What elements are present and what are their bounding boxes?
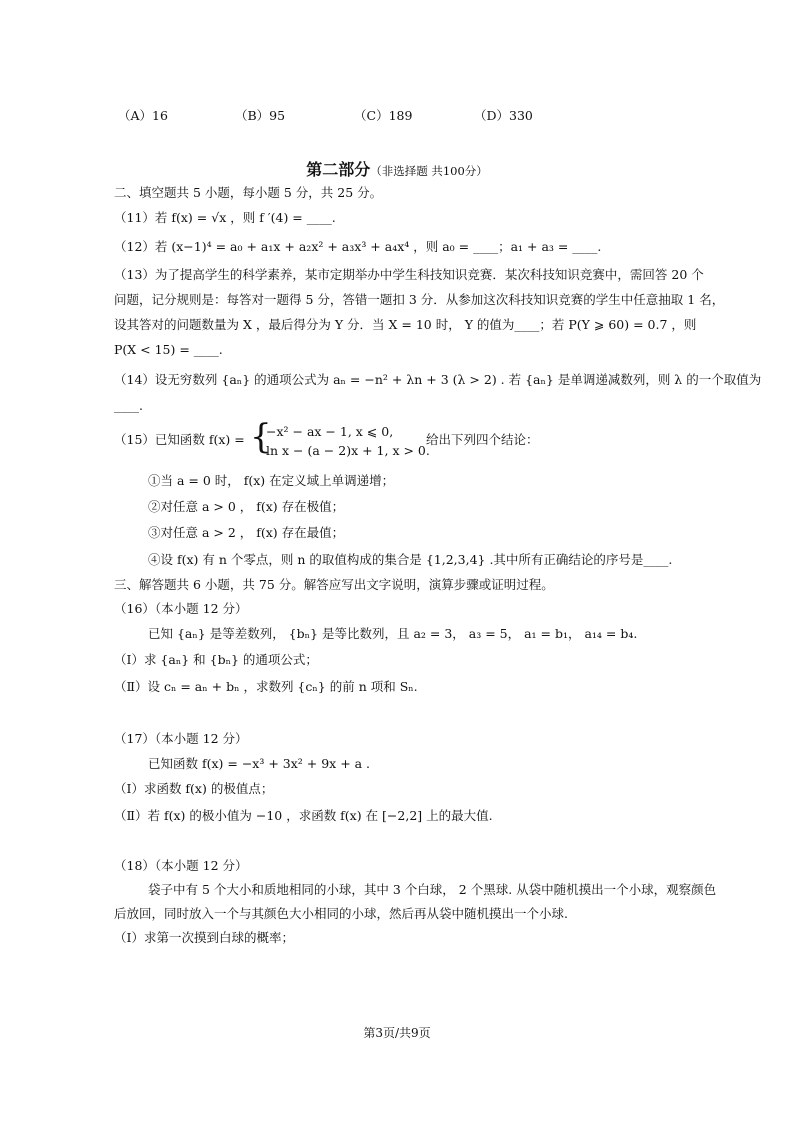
part-two-subtitle: （非选择题 共100分）: [370, 164, 488, 178]
question-15-conclusion-3: ③对任意 a > 2 ， f(x) 存在最值；: [148, 525, 345, 540]
option-b: （B）95: [235, 108, 286, 123]
question-14-line-1: （14）设无穷数列 {aₙ} 的通项公式为 aₙ = −n² + λn + 3 (λ > 2) . 若 {aₙ} 是单调递减数列，则 λ 的一个取值为: [114, 372, 762, 387]
piecewise-brace: {: [250, 417, 272, 457]
question-15-conclusion-2: ②对任意 a > 0 ， f(x) 存在极值；: [148, 499, 345, 514]
question-15-case-1: −x² − ax − 1, x ⩽ 0,: [266, 424, 394, 439]
question-15-conclusion-1: ①当 a = 0 时， f(x) 在定义域上单调递增；: [148, 473, 395, 488]
solve-section-header: 三、解答题共 6 小题，共 75 分。解答应写出文字说明，演算步骤或证明过程。: [114, 577, 554, 592]
question-13-line-2: 问题，记分规则是：每答对一题得 5 分，答错一题扣 3 分．从参加这次科技知识竞赛的学生中任意抽取 1 名，: [114, 292, 725, 307]
question-17-part-1: （Ⅰ）求函数 f(x) 的极值点；: [114, 781, 274, 796]
option-c: （C）189: [354, 108, 413, 123]
question-15-prefix: （15）已知函数 f(x) =: [114, 432, 245, 447]
question-11: （11）若 f(x) = √x ，则 f ′(4) = ____.: [114, 210, 336, 225]
question-18-body-line-2: 后放回，同时放入一个与其颜色大小相同的小球，然后再从袋中随机摸出一个小球.: [114, 906, 568, 921]
page-number: 第3页/共9页: [363, 1026, 431, 1040]
part-two-heading: [0, 157, 794, 180]
question-16-part-2: （Ⅱ）设 cₙ = aₙ + bₙ ，求数列 {cₙ} 的前 n 项和 Sₙ.: [114, 679, 418, 694]
question-16-title: （16）（本小题 12 分）: [114, 601, 248, 616]
question-12: （12）若 (x−1)⁴ = a₀ + a₁x + a₂x² + a₃x³ + a₄x⁴ ，则 a₀ = ____；a₁ + a₃ = ____.: [114, 239, 602, 254]
question-16-body: 已知 {aₙ} 是等差数列， {bₙ} 是等比数列，且 a₂ = 3， a₃ = 5， a₁ = b₁， a₁₄ = b₄.: [148, 626, 638, 641]
question-13-line-3: 设其答对的问题数量为 X ，最后得分为 Y 分．当 X = 10 时， Y 的值为____；若 P(Y ⩾ 60) = 0.7 ，则: [114, 317, 697, 332]
option-a: （A）16: [118, 108, 168, 123]
fill-section-header: 二、填空题共 5 小题，每小题 5 分，共 25 分。: [114, 185, 383, 200]
question-17-title: （17）（本小题 12 分）: [114, 731, 248, 746]
question-17-part-2: （Ⅱ）若 f(x) 的极小值为 −10 ，求函数 f(x) 在 [−2,2] 上的最大值.: [114, 808, 493, 823]
question-13-line-1: （13）为了提高学生的科学素养，某市定期举办中学生科技知识竞赛．某次科技知识竞赛中，需回答 20 个: [114, 267, 704, 282]
question-13-line-4: P(X < 15) = ____.: [114, 342, 223, 357]
question-18-body-line-1: 袋子中有 5 个大小和质地相同的小球，其中 3 个白球， 2 个黑球. 从袋中随机摸出一个小球，观察颜色: [148, 882, 717, 897]
question-14-line-2: ____.: [114, 398, 143, 413]
question-18-title: （18）（本小题 12 分）: [114, 858, 248, 873]
question-17-body: 已知函数 f(x) = −x³ + 3x² + 9x + a .: [148, 756, 371, 771]
question-16-part-1: （Ⅰ）求 {aₙ} 和 {bₙ} 的通项公式；: [114, 652, 318, 667]
question-18-part-1: （Ⅰ）求第一次摸到白球的概率；: [114, 930, 294, 945]
question-15-case-2: ln x − (a − 2)x + 1, x > 0.: [266, 443, 430, 458]
part-two-title: 第二部分: [306, 160, 371, 179]
question-15-conclusion-4: ④设 f(x) 有 n 个零点，则 n 的取值构成的集合是 {1,2,3,4} .其中所有正确结论的序号是____.: [148, 552, 673, 567]
option-d: （D）330: [474, 108, 533, 123]
question-15-suffix: 给出下列四个结论：: [426, 432, 539, 447]
